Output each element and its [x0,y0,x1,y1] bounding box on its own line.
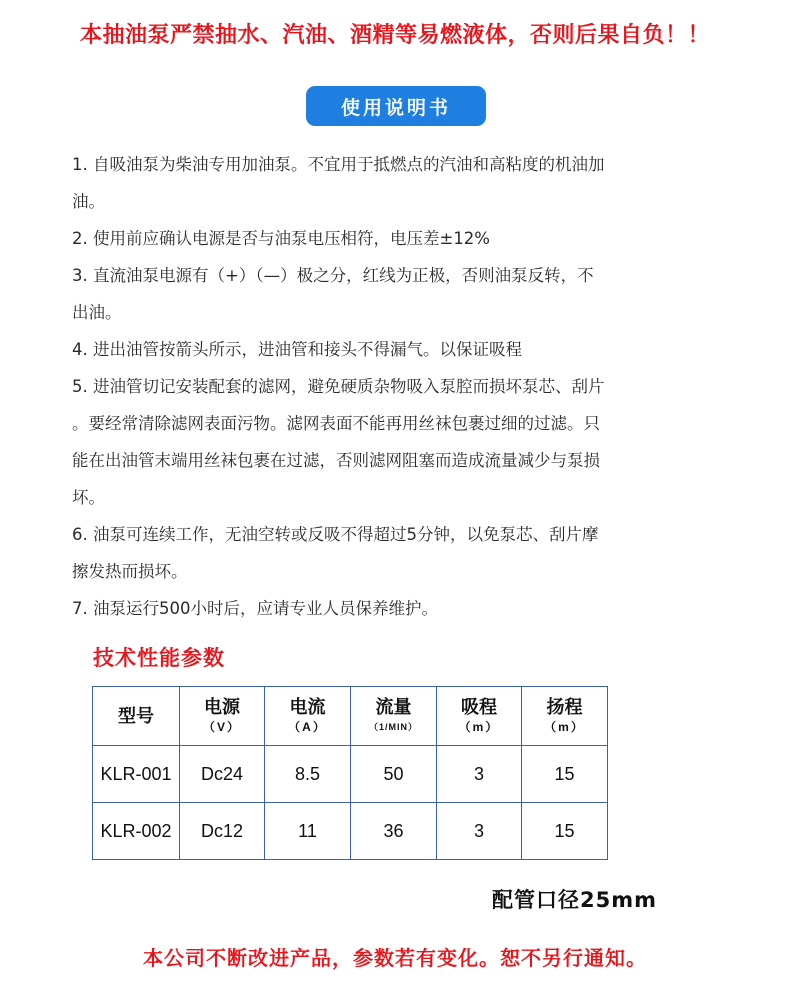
header-label: 电源 [204,697,240,717]
instruction-line: 6. 油泵可连续工作，无油空转或反吸不得超过5分钟，以免泵芯、刮片摩 [72,525,599,544]
header-cell-current [265,687,351,746]
header-label: 电流 [289,697,326,717]
footer-notice: 本公司不断改进产品，参数若有变化。恕不另行通知。 [143,946,647,970]
instruction-line: 5. 进油管切记安装配套的滤网，避免硬质杂物吸入泵腔而损坏泵芯、刮片 [72,377,605,396]
cell-model: KLR-002 [93,803,180,860]
instruction-line: 4. 进出油管按箭头所示，进油管和接头不得漏气。以保证吸程 [72,340,522,359]
instruction-line: 1. 自吸油泵为柴油专用加油泵。不宜用于抵燃点的汽油和高粘度的机油加 [72,155,605,174]
instruction-line: 。要经常清除滤网表面污物。滤网表面不能再用丝袜包裹过细的过滤。只 [72,414,600,433]
cell-current: 11 [265,803,351,860]
warning-banner: 本抽油泵严禁抽水、汽油、酒精等易燃液体，否则后果自负！！ [79,23,710,48]
cell-suction: 3 [437,803,522,860]
header-cell-suction [437,687,522,746]
manual-title-badge: 使用说明书 [306,86,486,126]
cell-power: Dc24 [180,746,265,803]
header-unit: （A） [288,720,327,734]
table-row [93,746,608,803]
instruction-line: 擦发热而损坏。 [72,562,188,581]
cell-model: KLR-001 [93,746,180,803]
spec-header-row [93,687,608,746]
header-cell-power [180,687,265,746]
cell-suction: 3 [437,746,522,803]
spec-section-title: 技术性能参数 [93,646,225,670]
instruction-line: 3. 直流油泵电源有（+）（—）极之分，红线为正极，否则油泵反转，不 [72,266,594,285]
instruction-line: 能在出油管末端用丝袜包裹在过滤，否则滤网阻塞而造成流量减少与泵损 [72,451,600,470]
pipe-caliber-note: 配管口径25mm [492,888,657,912]
instruction-line: 2. 使用前应确认电源是否与油泵电压相符，电压差±12% [72,229,490,248]
header-label: 流量 [375,697,412,717]
header-label: 扬程 [546,697,583,717]
header-unit: （1/MIN） [368,722,418,732]
cell-lift: 15 [522,746,608,803]
instruction-line: 坏。 [72,488,105,507]
cell-power: Dc12 [180,803,265,860]
cell-flow: 50 [351,746,437,803]
cell-lift: 15 [522,803,608,860]
header-cell-flow [351,687,437,746]
instruction-line: 油。 [72,192,105,211]
cell-flow: 36 [351,803,437,860]
spec-table [92,686,608,860]
header-unit: （m） [544,720,585,734]
instruction-list [72,146,722,627]
header-label: 型号 [118,706,154,726]
header-cell-lift [522,687,608,746]
header-cell-model [93,687,180,746]
header-unit: （m） [458,720,500,734]
header-label: 吸程 [461,697,497,717]
table-row [93,803,608,860]
instruction-line: 7. 油泵运行500小时后，应请专业人员保养维护。 [72,599,438,618]
instruction-line: 出油。 [72,303,122,322]
header-unit: （V） [202,720,241,734]
cell-current: 8.5 [265,746,351,803]
